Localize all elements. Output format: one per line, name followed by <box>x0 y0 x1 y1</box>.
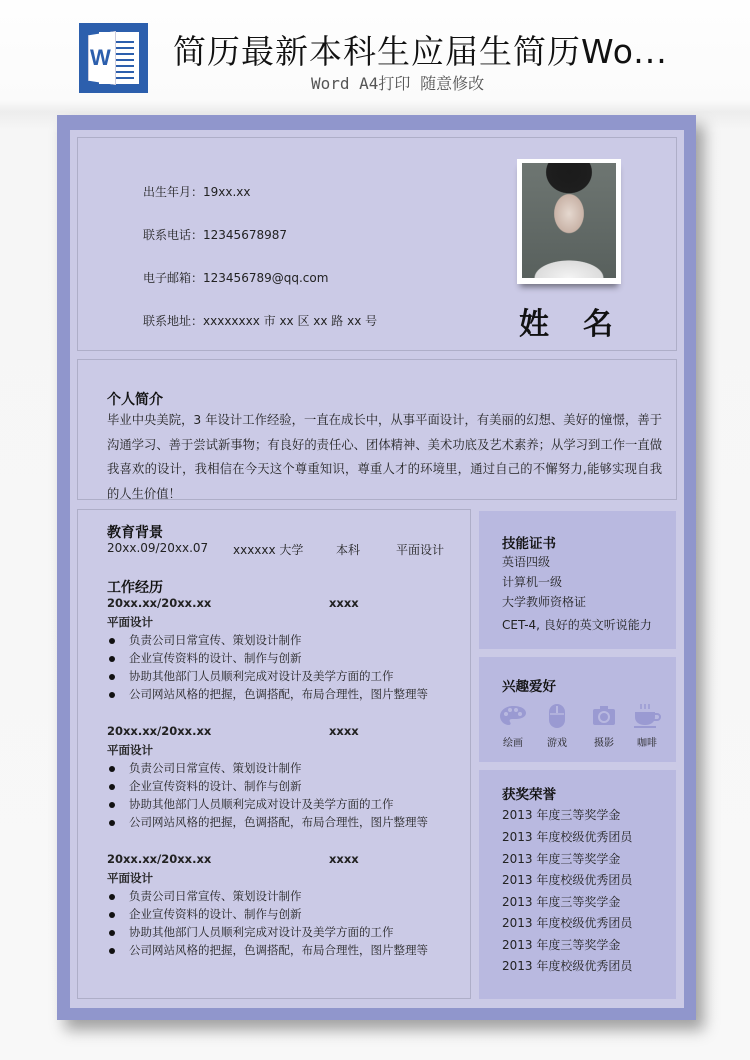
personal-info-section <box>77 137 677 351</box>
info-phone: 联系电话：12345678987 <box>143 228 287 242</box>
word-document-icon: W <box>79 23 148 93</box>
award-item: 2013 年度三等奖学金 <box>502 895 621 909</box>
hobby-item: 绘画 <box>493 701 533 749</box>
info-birth: 出生年月：19xx.xx <box>143 185 251 199</box>
duty-item: 负责公司日常宣传、策划设计制作 <box>107 888 467 906</box>
coffee-cup-icon <box>627 701 667 731</box>
duty-item: 协助其他部门人员顺利完成对设计及美学方面的工作 <box>107 796 467 814</box>
resume-panel <box>70 130 684 1008</box>
document-header <box>0 0 750 108</box>
hobby-item: 游戏 <box>537 701 577 749</box>
duty-item: 负责公司日常宣传、策划设计制作 <box>107 632 467 650</box>
skill-item: 计算机一级 <box>502 575 563 589</box>
award-item: 2013 年度校级优秀团员 <box>502 959 633 973</box>
info-address: 联系地址：xxxxxxxx 市 xx 区 xx 路 xx 号 <box>143 314 378 328</box>
resume-page <box>57 115 696 1020</box>
experience-section: 教育背景 20xx.09/20xx.07 xxxxxx 大学 本科 平面设计 工作经历 20xx.xx/20xx.xx xxxx 平面设计 负责公司日常宣传、策划设计制作 企业宣传资料的设计、制作与创新 协助其他部门人员顺利完成对设计及美学方面的工作 公司网站风格的把握，色调搭配，布局合理性，图片整理等 20xx.xx/20xx.xx xxxx 平面设计 负责公司日常宣传、策划设计制作 企业宣传资料的设计、制作与创新 协助其他部门人员顺利完成对设计及美学方面的工作 公司网站风格的把握，色调搭配，布局合理性，图片整理等 20xx.xx/20xx.xx xxxx 平面设计 负责公司日常宣传、策划设计制作 企业宣传资料的设计、制作与创新 协助其他部门人员顺利完成对设计及美学方面的工作 公司网站风格的把握，色调搭配，布局合理性，图片整理等 <box>77 509 471 999</box>
hobby-item: 摄影 <box>584 701 624 749</box>
award-item: 2013 年度校级优秀团员 <box>502 916 633 930</box>
document-subtitle: Word A4打印 随意修改 <box>311 74 485 93</box>
job-entry: 20xx.xx/20xx.xx xxxx 平面设计 负责公司日常宣传、策划设计制作 企业宣传资料的设计、制作与创新 协助其他部门人员顺利完成对设计及美学方面的工作 公司网站风格的把握，色调搭配，布局合理性，图片整理等 <box>107 596 467 704</box>
duty-item: 协助其他部门人员顺利完成对设计及美学方面的工作 <box>107 924 467 942</box>
document-title: 简历最新本科生应届生简历Wo... <box>173 32 668 71</box>
duty-item: 公司网站风格的把握，色调搭配，布局合理性，图片整理等 <box>107 814 467 832</box>
hobby-item: 咖啡 <box>627 701 667 749</box>
mouse-icon <box>537 701 577 731</box>
duty-item: 协助其他部门人员顺利完成对设计及美学方面的工作 <box>107 668 467 686</box>
intro-title: 个人简介 <box>107 392 163 408</box>
skills-section: 技能证书 英语四级 计算机一级 大学教师资格证 CET-4, 良好的英文听说能力 <box>479 511 676 649</box>
hobbies-section: 兴趣爱好 绘画 游戏 摄影 咖啡 <box>479 657 676 762</box>
job-entry: 20xx.xx/20xx.xx xxxx 平面设计 负责公司日常宣传、策划设计制作 企业宣传资料的设计、制作与创新 协助其他部门人员顺利完成对设计及美学方面的工作 公司网站风格的把握，色调搭配，布局合理性，图片整理等 <box>107 724 467 832</box>
info-email: 电子邮箱：123456789@qq.com <box>143 271 329 285</box>
skill-item: 英语四级 <box>502 555 551 569</box>
profile-photo <box>517 159 621 284</box>
award-item: 2013 年度校级优秀团员 <box>502 873 633 887</box>
duty-item: 企业宣传资料的设计、制作与创新 <box>107 778 467 796</box>
award-item: 2013 年度校级优秀团员 <box>502 830 633 844</box>
duty-item: 企业宣传资料的设计、制作与创新 <box>107 650 467 668</box>
palette-icon <box>493 701 533 731</box>
awards-section: 获奖荣誉 2013 年度三等奖学金 2013 年度校级优秀团员 2013 年度三等奖学金 2013 年度校级优秀团员 2013 年度三等奖学金 2013 年度校级优秀团员 2013 年度三等奖学金 2013 年度校级优秀团员 <box>479 770 676 999</box>
skill-item: 大学教师资格证 <box>502 595 587 609</box>
work-title: 工作经历 <box>107 580 163 596</box>
intro-section <box>77 359 677 500</box>
duty-item: 负责公司日常宣传、策划设计制作 <box>107 760 467 778</box>
duty-item: 企业宣传资料的设计、制作与创新 <box>107 906 467 924</box>
award-item: 2013 年度三等奖学金 <box>502 938 621 952</box>
camera-icon <box>584 701 624 731</box>
award-item: 2013 年度三等奖学金 <box>502 808 621 822</box>
education-title: 教育背景 <box>107 525 163 541</box>
duty-item: 公司网站风格的把握，色调搭配，布局合理性，图片整理等 <box>107 942 467 960</box>
award-item: 2013 年度三等奖学金 <box>502 852 621 866</box>
candidate-name: 姓名 <box>519 307 647 342</box>
skill-item: CET-4, 良好的英文听说能力 <box>502 618 652 632</box>
duty-item: 公司网站风格的把握，色调搭配，布局合理性，图片整理等 <box>107 686 467 704</box>
intro-text: 毕业中央美院，3 年设计工作经验，一直在成长中，从事平面设计，有美丽的幻想、美好的憧憬，善于沟通学习、善于尝试新事物；有良好的责任心、团体精神、美术功底及艺术素养；从学习到工作一直做我喜欢的设计，我相信在今天这个尊重知识，尊重人才的环境里，通过自己的不懈努力,能够实现自我的人生价值！ <box>107 413 662 501</box>
job-entry: 20xx.xx/20xx.xx xxxx 平面设计 负责公司日常宣传、策划设计制作 企业宣传资料的设计、制作与创新 协助其他部门人员顺利完成对设计及美学方面的工作 公司网站风格的把握，色调搭配，布局合理性，图片整理等 <box>107 852 467 960</box>
